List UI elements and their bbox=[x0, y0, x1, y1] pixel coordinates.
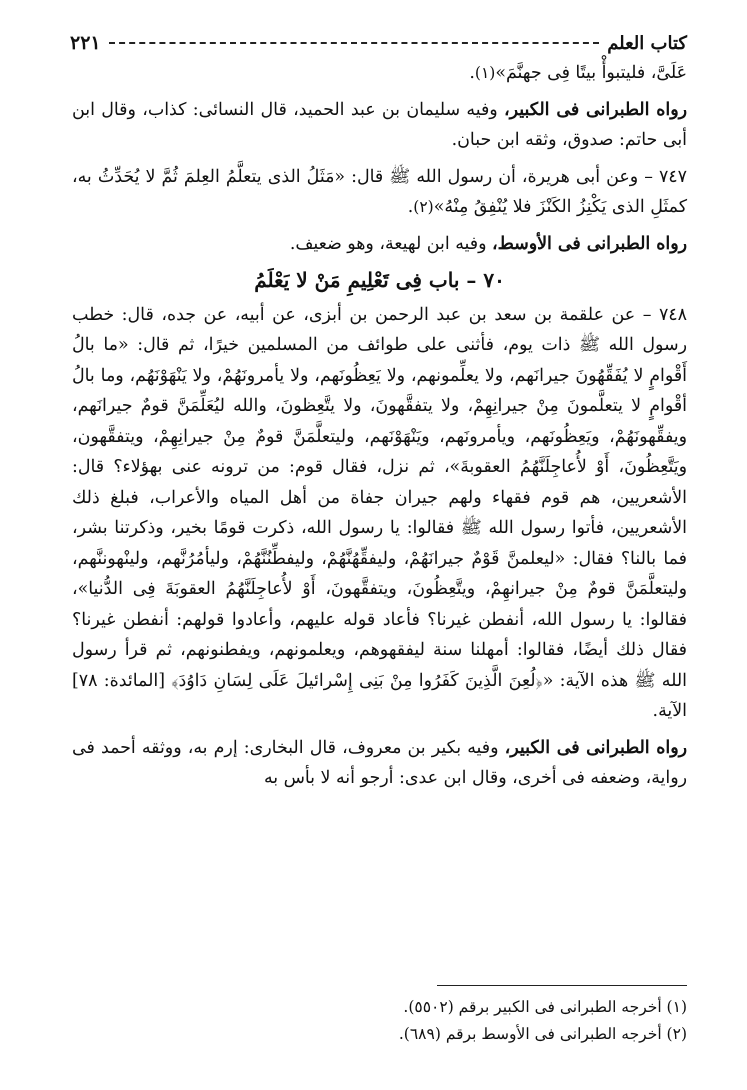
hadith-747-end: . bbox=[407, 197, 414, 217]
page-body bbox=[72, 58, 687, 800]
source-text-1: وفيه سليمان بن عبد الحميد، قال النسائى: كذاب، وقال ابن أبى حاتم: صدوق، وثقه ابن حبان. bbox=[72, 99, 687, 150]
hadith-748-tail: [المائدة: ٧٨] الآية. bbox=[72, 670, 687, 721]
running-header bbox=[70, 28, 687, 58]
footnote-2: (٢) أخرجه الطبرانى فى الأوسط برقم (٦٨٩). bbox=[398, 1025, 687, 1043]
footnotes bbox=[72, 985, 687, 1048]
hadith-748 bbox=[72, 300, 687, 727]
header-dashed-rule bbox=[109, 42, 600, 44]
source-text-3: وفيه بكير بن معروف، قال البخارى: إرم به، ووثقه أحمد فى رواية، وضعفه فى أخرى، وقال ابن عدى: أرجو أنه لا بأس به bbox=[72, 737, 687, 788]
footnote-1: (١) أخرجه الطبرانى فى الكبير برقم (٥٥٠٢). bbox=[403, 998, 687, 1016]
source-lead-3: رواه الطبرانى فى الكبير، bbox=[504, 737, 687, 758]
paragraph-source-1 bbox=[72, 95, 687, 156]
paragraph-continuation bbox=[72, 58, 687, 89]
footnote-separator bbox=[437, 985, 687, 986]
hadith-747 bbox=[72, 162, 687, 223]
source-lead-1: رواه الطبرانى فى الكبير، bbox=[504, 99, 688, 120]
continuation-text: عَلَىَّ، فليتبوأْ بيتًا فِى جهنَّمَ» bbox=[495, 63, 687, 83]
source-text-2: وفيه ابن لهيعة، وهو ضعيف. bbox=[289, 233, 493, 254]
hadith-747-text: ٧٤٧ – وعن أبى هريرة، أن رسول الله ﷺ قال: «مَثَلُ الذى يتعلَّمُ العِلمَ ثُمَّ لا يُحَدِّثُ به، كمثَلِ الذى يَكْنِزُ الكَنْزَ فلا يُنْفِقُ مِنْهُ» bbox=[72, 166, 687, 217]
hadith-748-text: ٧٤٨ – عن علقمة بن سعد بن عبد الرحمن بن أبزى، عن أبيه، عن جده، قال: خطب رسول الله ﷺ ذات يوم، فأثنى على طوائف من المسلمين خيرًا، ثم قال: «ما بالُ أَقْوامٍ لا يُفَقِّهُونَ جيرانَهم، ولا يعلِّمونهم، ولا يَعِظُونَهم، ولا يأمرونَهُمْ، ولا يَنْهَوْنَهُم، وما بالُ أقْوامٍ لا يتعلَّمونَ مِنْ جيرانِهِمْ، ولا يتفقَّهونَ، ولا يتَّعِظونَ، والله ليُعَلِّمَنَّ قومٌ جيرانَهم، ويفقِّهونَهُمْ، ويَعِظُونَهم، ويأمرونَهم، ويَنْهَوْنَهم، وليتعلَّمَنَّ قومٌ مِنْ جيرانِهِمْ، ويتفقَّهون، ويَتَّعِظُونَ، أَوْ لأُعاجِلَنَّهُمُ العقوبةَ»، ثم نزل، فقال قوم: من ترونه عنى بهؤلاء؟ قال: الأشعريين، هم قوم فقهاء ولهم جيران جفاة من أهل المياه والأعراب، فبلغ ذلك الأشعريين، فأتوا رسول الله ﷺ فقالوا: يا رسول الله، ذكرت قومًا بخير، وذكرتنا بشر، فما بالنا؟ فقال: «ليعلمنَّ قَوْمٌ جيرانَهُمْ، وليفقِّهُنَّهُمْ، وليفطِّنُنَّهُمْ، وليأمُرُنَّهم، ولينْهوننَّهم، وليتعلَّمَنَّ قومٌ مِنْ جيرانهِمْ، ويتَّعِظُونَ، ويتفقَّهونَ، أَوْ لأُعاجِلَنَّهُمُ العقوبَةَ فِى الدُّنيا»، فقالوا: يا رسول الله، أنفطن غيرنا؟ فأعاد قوله عليهم، وأعادوا قولهم: أنفطن غيرنا؟ فقال ذلك أيضًا، فقالوا: أمهلنا سنة ليفقهوهم، ويعلمونهم، ويفطنونهم، ثم قرأ رسول الله ﷺ هذه الآية: «﴿لُعِنَ الَّذِينَ كَفَرُوا مِنْ بَنِى إِسْرائيلَ عَلَى لِسَانِ دَاوُدَ﴾ bbox=[72, 304, 687, 691]
paragraph-source-3 bbox=[72, 733, 687, 794]
chapter-title: كتاب العلم bbox=[607, 32, 687, 54]
source-lead-2: رواه الطبرانى فى الأوسط، bbox=[492, 233, 687, 254]
footnote-ref-2: (٢) bbox=[413, 198, 434, 216]
footnote-ref-1: (١) bbox=[474, 64, 496, 82]
paragraph-source-2 bbox=[72, 229, 687, 260]
page-number: ٢٢١ bbox=[70, 32, 101, 54]
continuation-end: . bbox=[469, 63, 475, 83]
section-heading: ٧٠ – باب فِى تَعْلِيمِ مَنْ لا يَعْلَمُ bbox=[254, 268, 505, 292]
